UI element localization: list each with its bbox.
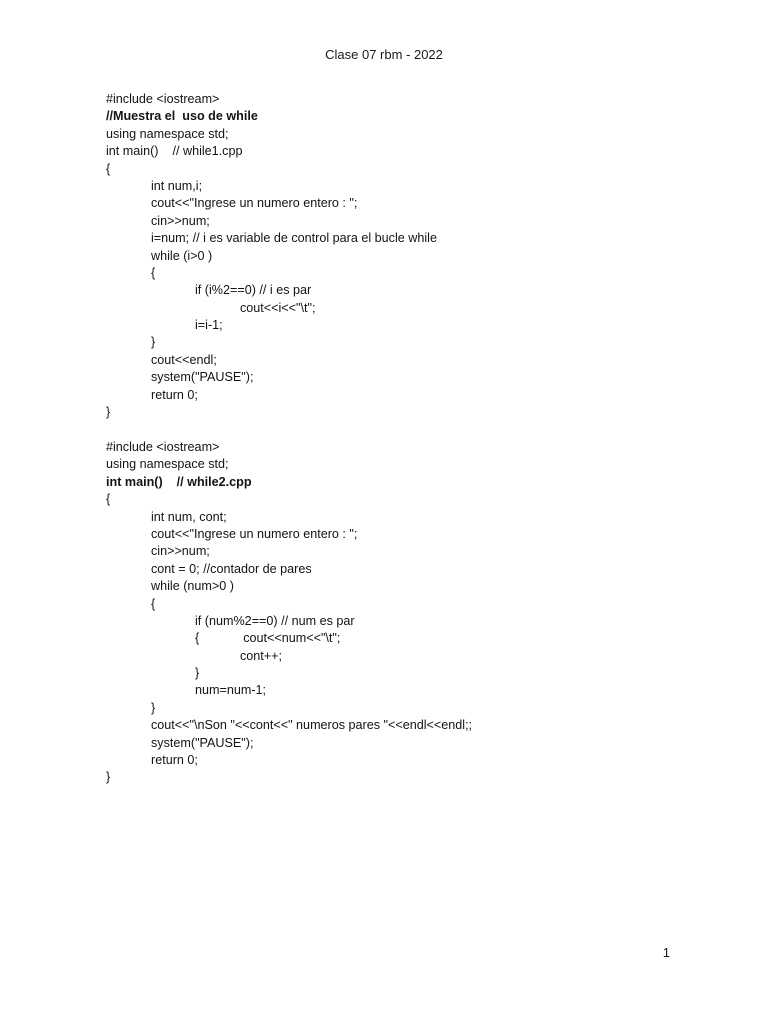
code-line: cout<<"Ingrese un numero entero : "; [151,196,358,211]
code-line: } [151,700,156,715]
code-line: { [151,596,156,611]
code-line: cont++; [240,648,283,663]
code-line: while (num>0 ) [151,579,234,594]
code-line: cout<<"Ingrese un numero entero : "; [151,526,358,541]
code-line: cout<<i<<"\t"; [240,300,316,315]
code-line: cout<<"\nSon "<<cont<<" numeros pares "<<endl<<endl;; [151,718,473,733]
code-line: num=num-1; [195,683,267,698]
code-line: { [106,492,111,507]
code-line: } [106,770,111,785]
code-brace: { [195,631,200,646]
code-line: if (i%2==0) // i es par [195,283,312,298]
code-line: int main() // while1.cpp [106,144,243,159]
page-header: Clase 07 rbm - 2022 [325,47,443,62]
code-line: } [195,666,200,681]
code-line: } [151,335,156,350]
code-line: int num, cont; [151,509,227,524]
code-line: i=i-1; [195,318,223,333]
code-line: return 0; [151,753,198,768]
code-line: if (num%2==0) // num es par [195,613,355,628]
code-line: cont = 0; //contador de pares [151,561,312,576]
code-line: cin>>num; [151,544,210,559]
code-line: } [106,405,111,420]
code-line: { [151,265,156,280]
code-block-while2 [106,439,706,787]
code-line: i=num; // i es variable de control para el bucle while [151,231,437,246]
code-line: while (i>0 ) [151,248,213,263]
code-line: int main() // while2.cpp [106,474,252,489]
code-line: { [106,161,111,176]
page-number: 1 [662,945,670,960]
code-line: using namespace std; [106,457,229,472]
code-comment-line: //Muestra el uso de while [106,109,258,124]
code-line: #include <iostream> [106,440,220,454]
code-line: return 0; [151,387,198,402]
code-line: system("PAUSE"); [151,735,254,750]
code-line: cin>>num; [151,213,210,228]
code-line [106,630,706,647]
code-line: cout<<endl; [151,352,217,367]
code-line: using namespace std; [106,126,229,141]
code-statement: cout<<num<<"\t"; [243,631,341,646]
code-line: #include <iostream> [106,92,220,106]
code-line: int num,i; [151,178,203,193]
code-block-while1 [106,91,706,421]
code-line: system("PAUSE"); [151,370,254,385]
